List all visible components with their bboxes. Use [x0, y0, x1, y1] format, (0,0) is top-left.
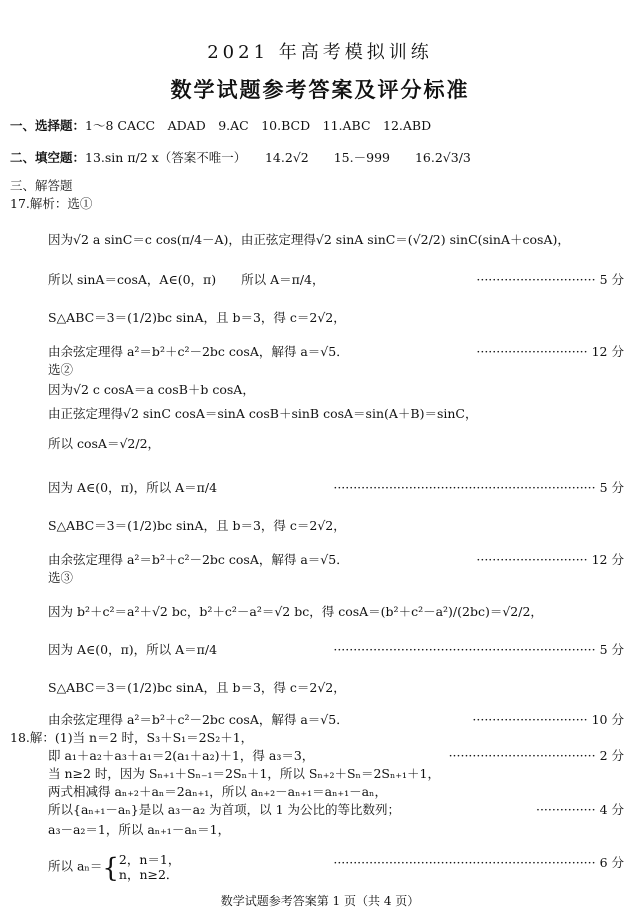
choice-answers — [10, 118, 431, 134]
score-value: 2 分 — [599, 748, 624, 763]
solution-line: S△ABC＝3＝(1/2)bc sinA，且 b＝3，得 c＝2√2， — [48, 518, 346, 533]
solution-line: 当 n≥2 时，因为 Sₙ₊₁＋Sₙ₋₁＝2Sₙ＋1，所以 Sₙ₊₂＋Sₙ＝2Sₙ₊₁＋1， — [48, 766, 440, 781]
score-value: 12 分 — [591, 552, 624, 567]
solution-line: 因为√2 a sinC＝c cos(π/4－A)，由正弦定理得√2 sinA sinC＝(√2/2) sinC(sinA＋cosA)， — [48, 232, 570, 247]
solution-line: S△ABC＝3＝(1/2)bc sinA，且 b＝3，得 c＝2√2， — [48, 310, 346, 325]
solution-line: 选② — [48, 362, 74, 377]
solution-line: 因为 A∈(0，π)，所以 A＝π/4 — [48, 642, 218, 657]
solution-line: 所以 cosA＝√2/2， — [48, 436, 161, 451]
piecewise-case-1: 2，n＝1， — [118, 852, 181, 867]
section-label: 二、填空题： — [10, 150, 86, 165]
section-heading: 三、解答题 — [10, 178, 73, 193]
solution-line: 选③ — [48, 570, 74, 585]
piecewise-formula — [48, 852, 180, 882]
score-value: 4 分 — [599, 802, 624, 817]
section-label: 一、选择题： — [10, 118, 86, 133]
solution-line: 由余弦定理得 a²＝b²＋c²－2bc cosA，解得 a＝√5． — [48, 344, 349, 359]
section-content: 1～8 CACC ADAD 9.AC 10.BCD 11.ABC 12.ABD — [85, 118, 432, 133]
solution-line: 两式相减得 aₙ₊₂＋aₙ＝2aₙ₊₁，所以 aₙ₊₂－aₙ₊₁＝aₙ₊₁－aₙ， — [48, 784, 387, 799]
solution-line: S△ABC＝3＝(1/2)bc sinA，且 b＝3，得 c＝2√2， — [48, 680, 346, 695]
score-value: 5 分 — [599, 642, 624, 657]
score-mark: ···························· 12 分 — [476, 344, 624, 359]
score-mark: ·································································· 5 分 — [333, 642, 624, 657]
score-value: 5 分 — [599, 480, 624, 495]
exam-title: 2021 年高考模拟训练 — [207, 42, 433, 63]
solution-line: 由正弦定理得√2 sinC cosA＝sinA cosB＋sinB cosA＝sin(A＋B)＝sinC， — [48, 406, 478, 421]
fill-answers — [10, 150, 471, 166]
answer-key-title: 数学试题参考答案及评分标准 — [170, 77, 470, 102]
score-mark: ····································· 2 分 — [448, 748, 624, 763]
piecewise-lead: 所以 aₙ＝ — [48, 858, 103, 874]
solution-line: 即 a₁＋a₂＋a₃＋a₁＝2(a₁＋a₂)＋1，得 a₃＝3， — [48, 748, 315, 763]
score-value: 5 分 — [599, 272, 624, 287]
score-mark: ·································································· 6 分 — [333, 855, 624, 870]
score-value: 10 分 — [591, 712, 624, 727]
solution-line: 所以{aₙ₊₁－aₙ}是以 a₃－a₂ 为首项，以 1 为公比的等比数列； — [48, 802, 401, 817]
solution-line: 由余弦定理得 a²＝b²＋c²－2bc cosA，解得 a＝√5． — [48, 712, 349, 727]
solution-line: 因为√2 c cosA＝a cosB＋b cosA， — [48, 382, 255, 397]
brace: { — [102, 853, 119, 884]
score-mark: ···························· 12 分 — [476, 552, 624, 567]
solution-line: a₃－a₂＝1，所以 aₙ₊₁－aₙ＝1， — [48, 822, 231, 837]
piecewise-case-2: n，n≥2． — [118, 867, 179, 882]
score-mark: ··············· 4 分 — [535, 802, 624, 817]
question-17-title: 17.解析：选① — [10, 196, 93, 211]
solution-line: 因为 A∈(0，π)，所以 A＝π/4 — [48, 480, 218, 495]
section-content: 13.sin π/2 x（答案不唯一） 14.2√2 15.－999 16.2√3/3 — [85, 150, 471, 165]
solution-line: 18.解：(1)当 n＝2 时，S₃＋S₁＝2S₂＋1， — [10, 730, 254, 745]
solution-line: 所以 sinA＝cosA，A∈(0，π) 所以 A＝π/4， — [48, 272, 325, 287]
score-value: 12 分 — [591, 344, 624, 359]
page-footer: 数学试题参考答案第 1 页（共 4 页） — [220, 894, 420, 908]
score-value: 6 分 — [599, 855, 624, 870]
score-mark: ·································································· 5 分 — [333, 480, 624, 495]
score-mark: ······························ 5 分 — [476, 272, 624, 287]
solution-line: 因为 b²＋c²＝a²＋√2 bc，b²＋c²－a²＝√2 bc，得 cosA＝(b²＋c²－a²)/(2bc)＝√2/2， — [48, 604, 543, 619]
score-mark: ····························· 10 分 — [472, 712, 624, 727]
solution-line: 由余弦定理得 a²＝b²＋c²－2bc cosA，解得 a＝√5． — [48, 552, 349, 567]
